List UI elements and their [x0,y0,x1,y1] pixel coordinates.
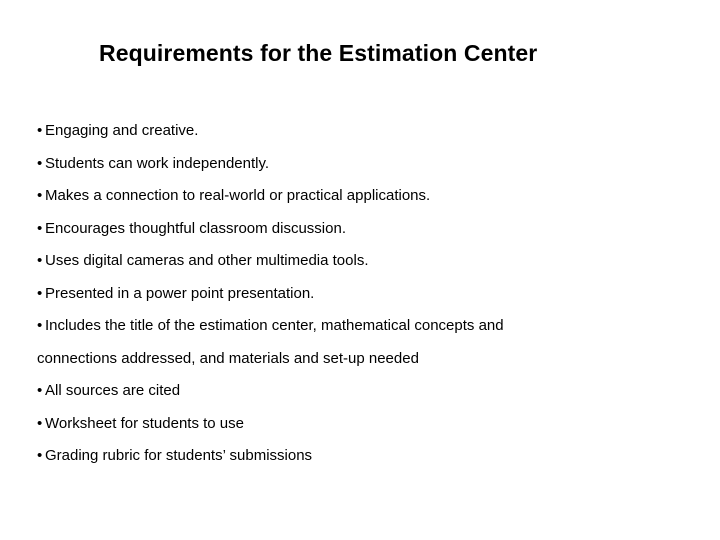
list-item [37,115,697,148]
bullet-icon: • [37,382,43,399]
list-item-text: Engaging and creative. [45,122,199,139]
list-item [37,278,697,311]
list-item [37,310,697,343]
list-item [37,375,697,408]
list-item [37,213,697,246]
list-item [37,245,697,278]
list-item-text: Encourages thoughtful classroom discussion. [45,219,346,237]
list-item-text: Makes a connection to real-world or practical applications. [45,187,431,204]
list-item-text: All sources are cited [45,382,181,399]
requirements-list [37,115,697,473]
list-item [37,440,697,473]
list-item-text: Grading rubric for students’ submissions [45,447,313,464]
bullet-icon: • [37,317,43,334]
bullet-icon: • [37,187,43,204]
bullet-icon: • [37,219,43,237]
list-item-text: Uses digital cameras and other multimedia tools. [45,252,369,269]
bullet-icon: • [37,252,43,269]
list-item-text: connections addressed, and materials and set-up needed [37,349,419,367]
list-item-text: Worksheet for students to use [45,414,244,432]
list-item-text: Presented in a power point presentation. [45,284,315,302]
list-item [37,148,697,181]
bullet-icon: • [37,122,43,139]
list-item [37,180,697,213]
bullet-icon: • [37,284,43,302]
list-item-text: Students can work independently. [45,154,270,172]
list-item-continuation [37,343,697,376]
list-item-text: Includes the title of the estimation center, mathematical concepts and [45,317,504,334]
slide-title: Requirements for the Estimation Center [99,40,538,66]
list-item [37,408,697,441]
bullet-icon: • [37,414,43,432]
bullet-icon: • [37,154,43,172]
bullet-icon: • [37,447,43,464]
